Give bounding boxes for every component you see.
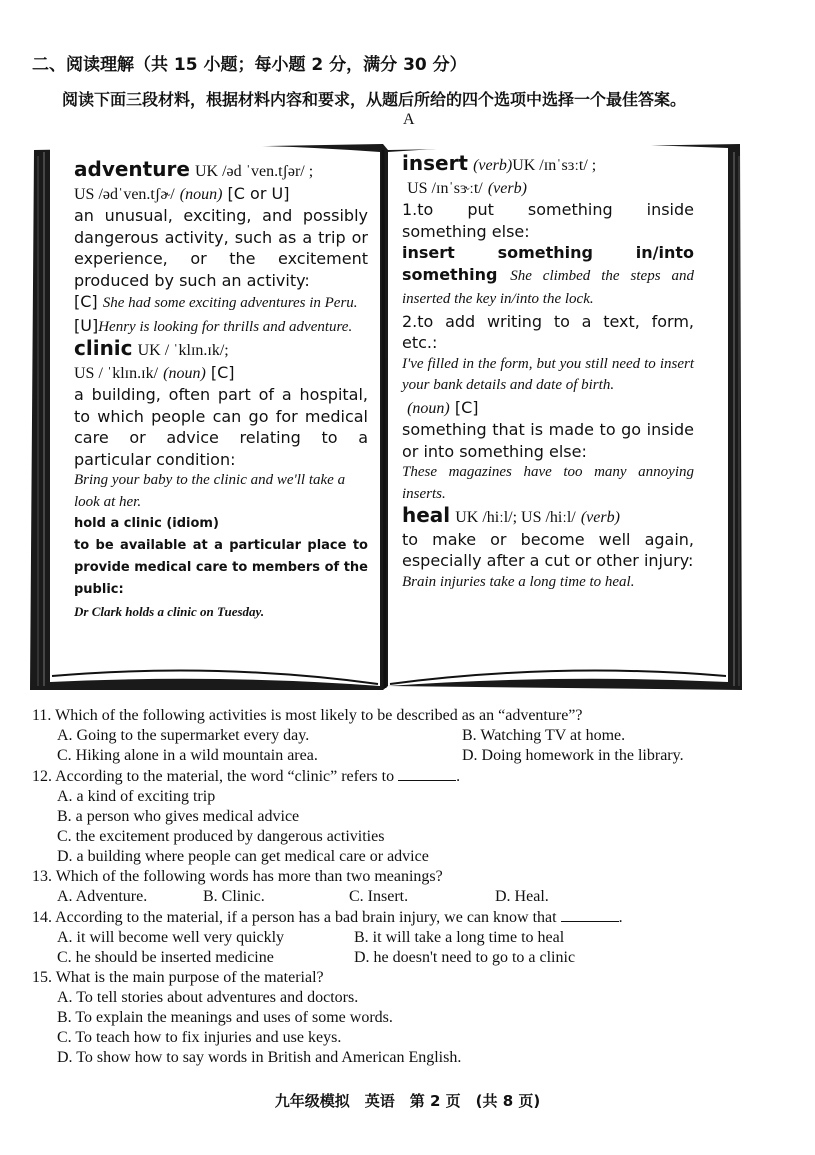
question-13-stem: 13. Which of the following words has more than two meanings? <box>32 868 443 885</box>
option-b[interactable]: B. To explain the meanings and uses of some words. <box>57 1009 393 1026</box>
grammar-tag: [C] <box>454 397 479 417</box>
example-sentence: Brain injuries take a long time to heal. <box>402 573 635 590</box>
example-sentence: Henry is looking for thrills and adventure. <box>98 318 353 335</box>
option-b[interactable]: B. Clinic. <box>203 888 265 905</box>
left-page <box>74 159 368 622</box>
page-footer: 九年级模拟 英语 第 2 页 (共 8 页) <box>274 1092 541 1110</box>
option-c[interactable]: C. To teach how to fix injuries and use keys. <box>57 1029 342 1046</box>
option-b[interactable]: B. a person who gives medical advice <box>57 808 300 825</box>
entry-clinic <box>74 338 368 622</box>
part-of-speech: (verb) <box>487 179 527 197</box>
passage-label: A <box>403 111 415 128</box>
grammar-tag: [C or U] <box>227 183 290 203</box>
part-of-speech: (noun) <box>163 364 206 382</box>
part-of-speech: (noun) <box>407 399 450 417</box>
answer-blank[interactable] <box>398 766 456 781</box>
question-15-stem: 15. What is the main purpose of the material? <box>32 969 324 986</box>
option-d[interactable]: D. Heal. <box>495 888 549 905</box>
headword-insert: insert <box>402 151 468 175</box>
question-14-stem: 14. According to the material, if a person has a bad brain injury, we can know that <box>32 909 557 926</box>
headword-clinic: clinic <box>74 336 133 360</box>
entry-insert <box>402 153 694 505</box>
option-d[interactable]: D. he doesn't need to go to a clinic <box>354 949 576 966</box>
part-of-speech: (verb) <box>580 509 620 526</box>
pron-uk: UK /ɪnˈsɜːt/ ; <box>512 157 597 174</box>
idiom-definition: to be available at a particular place to provide medical care to members of the public: <box>74 537 368 597</box>
headword-heal: heal <box>402 503 451 527</box>
idiom-heading: hold a clinic (idiom) <box>74 516 219 531</box>
definition-noun: something that is made to go inside or into something else: <box>402 420 694 461</box>
question-12-stem: 12. According to the material, the word “clinic” refers to <box>32 768 395 785</box>
part-of-speech: (verb) <box>473 157 513 174</box>
pron-us: US /ədˈven.tʃɚ/ <box>74 185 175 203</box>
section-title: 二、阅读理解（共 15 小题；每小题 2 分，满分 30 分） <box>32 55 467 75</box>
option-a[interactable]: A. Going to the supermarket every day. <box>57 727 310 744</box>
option-a[interactable]: A. To tell stories about adventures and doctors. <box>57 989 359 1006</box>
example-sentence: These magazines have too many annoying inserts. <box>402 464 694 502</box>
pron-uk: UK /əd ˈven.tʃər/ ; <box>194 163 314 180</box>
option-d[interactable]: D. a building where people can get medical care or advice <box>57 848 429 865</box>
grammar-tag: [C] <box>210 362 235 382</box>
option-a[interactable]: A. it will become well very quickly <box>57 929 285 946</box>
definition: a building, often part of a hospital, to which people can go for medical care or advice relating to a particular condition: <box>74 385 368 469</box>
example-sentence: She climbed the steps and inserted the key in/into the lock. <box>402 267 694 307</box>
phrase: insert something in/into something <box>402 243 694 284</box>
headword-adventure: adventure <box>74 157 190 181</box>
entry-adventure <box>74 159 368 338</box>
example-sentence: I've filled in the form, but you still need to insert your bank details and date of birth. <box>402 355 694 393</box>
pron: UK /hiːl/; US /hiːl/ <box>455 509 576 526</box>
example-sentence: Bring your baby to the clinic and we'll take a look at her. <box>74 472 346 510</box>
section-instruction: 阅读下面三段材料，根据材料内容和要求，从题后所给的四个选项中选择一个最佳答案。 <box>62 90 687 109</box>
definition: an unusual, exciting, and possibly dangerous activity, such as a trip or experience, or the excitement produced by such an activity: <box>74 206 368 290</box>
option-c[interactable]: C. Hiking alone in a wild mountain area. <box>57 747 318 764</box>
option-d[interactable]: D. To show how to say words in British and American English. <box>57 1049 462 1066</box>
example-sentence: She had some exciting adventures in Peru. <box>102 295 358 311</box>
option-a[interactable]: A. Adventure. <box>57 888 148 905</box>
option-a[interactable]: A. a kind of exciting trip <box>57 788 216 805</box>
question-list: 11. Which of the following activities is most likely to be described as an “adventure”? A. Going to the supermarket every day. B. Watching TV at home. C. Hiking alone in a wild mountain area. D. Doing homework in the library. 12. According to the material, the word “clinic” refers to . A. a kind of exciting trip B. a person who gives medical advice C. the excitement produced by dangerous activities D. a building where people can get medical care or advice 13. Which of the following words has more than two meanings? A. Adventure. B. Clinic. C. Insert. D. Heal. 14. According to the material, if a person has a bad brain injury, we can know that . A. it will become well very quickly B. it will take a long time to heal C. he should be inserted medicine D. he doesn't need to go to a clinic 15. What is the main purpose of the material? A. To tell stories about adventures and doctors. B. To explain the meanings and uses of some words. C. To teach how to fix injuries and use keys. D. To show how to say words in British and American English. <box>32 706 792 1068</box>
grammar-tag: [U] <box>74 315 99 335</box>
grammar-tag: [C] <box>74 292 98 311</box>
question-11-stem: 11. Which of the following activities is most likely to be described as an “adventure”? <box>32 707 583 724</box>
option-c[interactable]: C. the excitement produced by dangerous activities <box>57 828 385 845</box>
option-c[interactable]: C. Insert. <box>349 888 409 905</box>
pron-us: US / ˈklɪn.ɪk/ <box>74 364 159 382</box>
right-page <box>402 153 694 593</box>
pron-uk: UK / ˈklɪn.ɪk/; <box>137 342 229 359</box>
option-b[interactable]: B. Watching TV at home. <box>462 727 626 744</box>
option-d[interactable]: D. Doing homework in the library. <box>462 747 684 764</box>
pron-us: US /ɪnˈsɝːt/ <box>407 179 483 197</box>
part-of-speech: (noun) <box>179 185 223 203</box>
option-c[interactable]: C. he should be inserted medicine <box>57 949 274 966</box>
definition: to make or become well again, especially after a cut or other injury: <box>402 529 694 570</box>
dictionary-book <box>28 138 743 693</box>
idiom-example: Dr Clark holds a clinic on Tuesday. <box>74 603 265 619</box>
option-b[interactable]: B. it will take a long time to heal <box>354 929 565 946</box>
definition-2: 2.to add writing to a text, form, etc.: <box>402 311 694 352</box>
answer-blank[interactable] <box>561 907 619 922</box>
definition-1: 1.to put something inside something else: <box>402 200 694 241</box>
entry-heal <box>402 505 694 593</box>
